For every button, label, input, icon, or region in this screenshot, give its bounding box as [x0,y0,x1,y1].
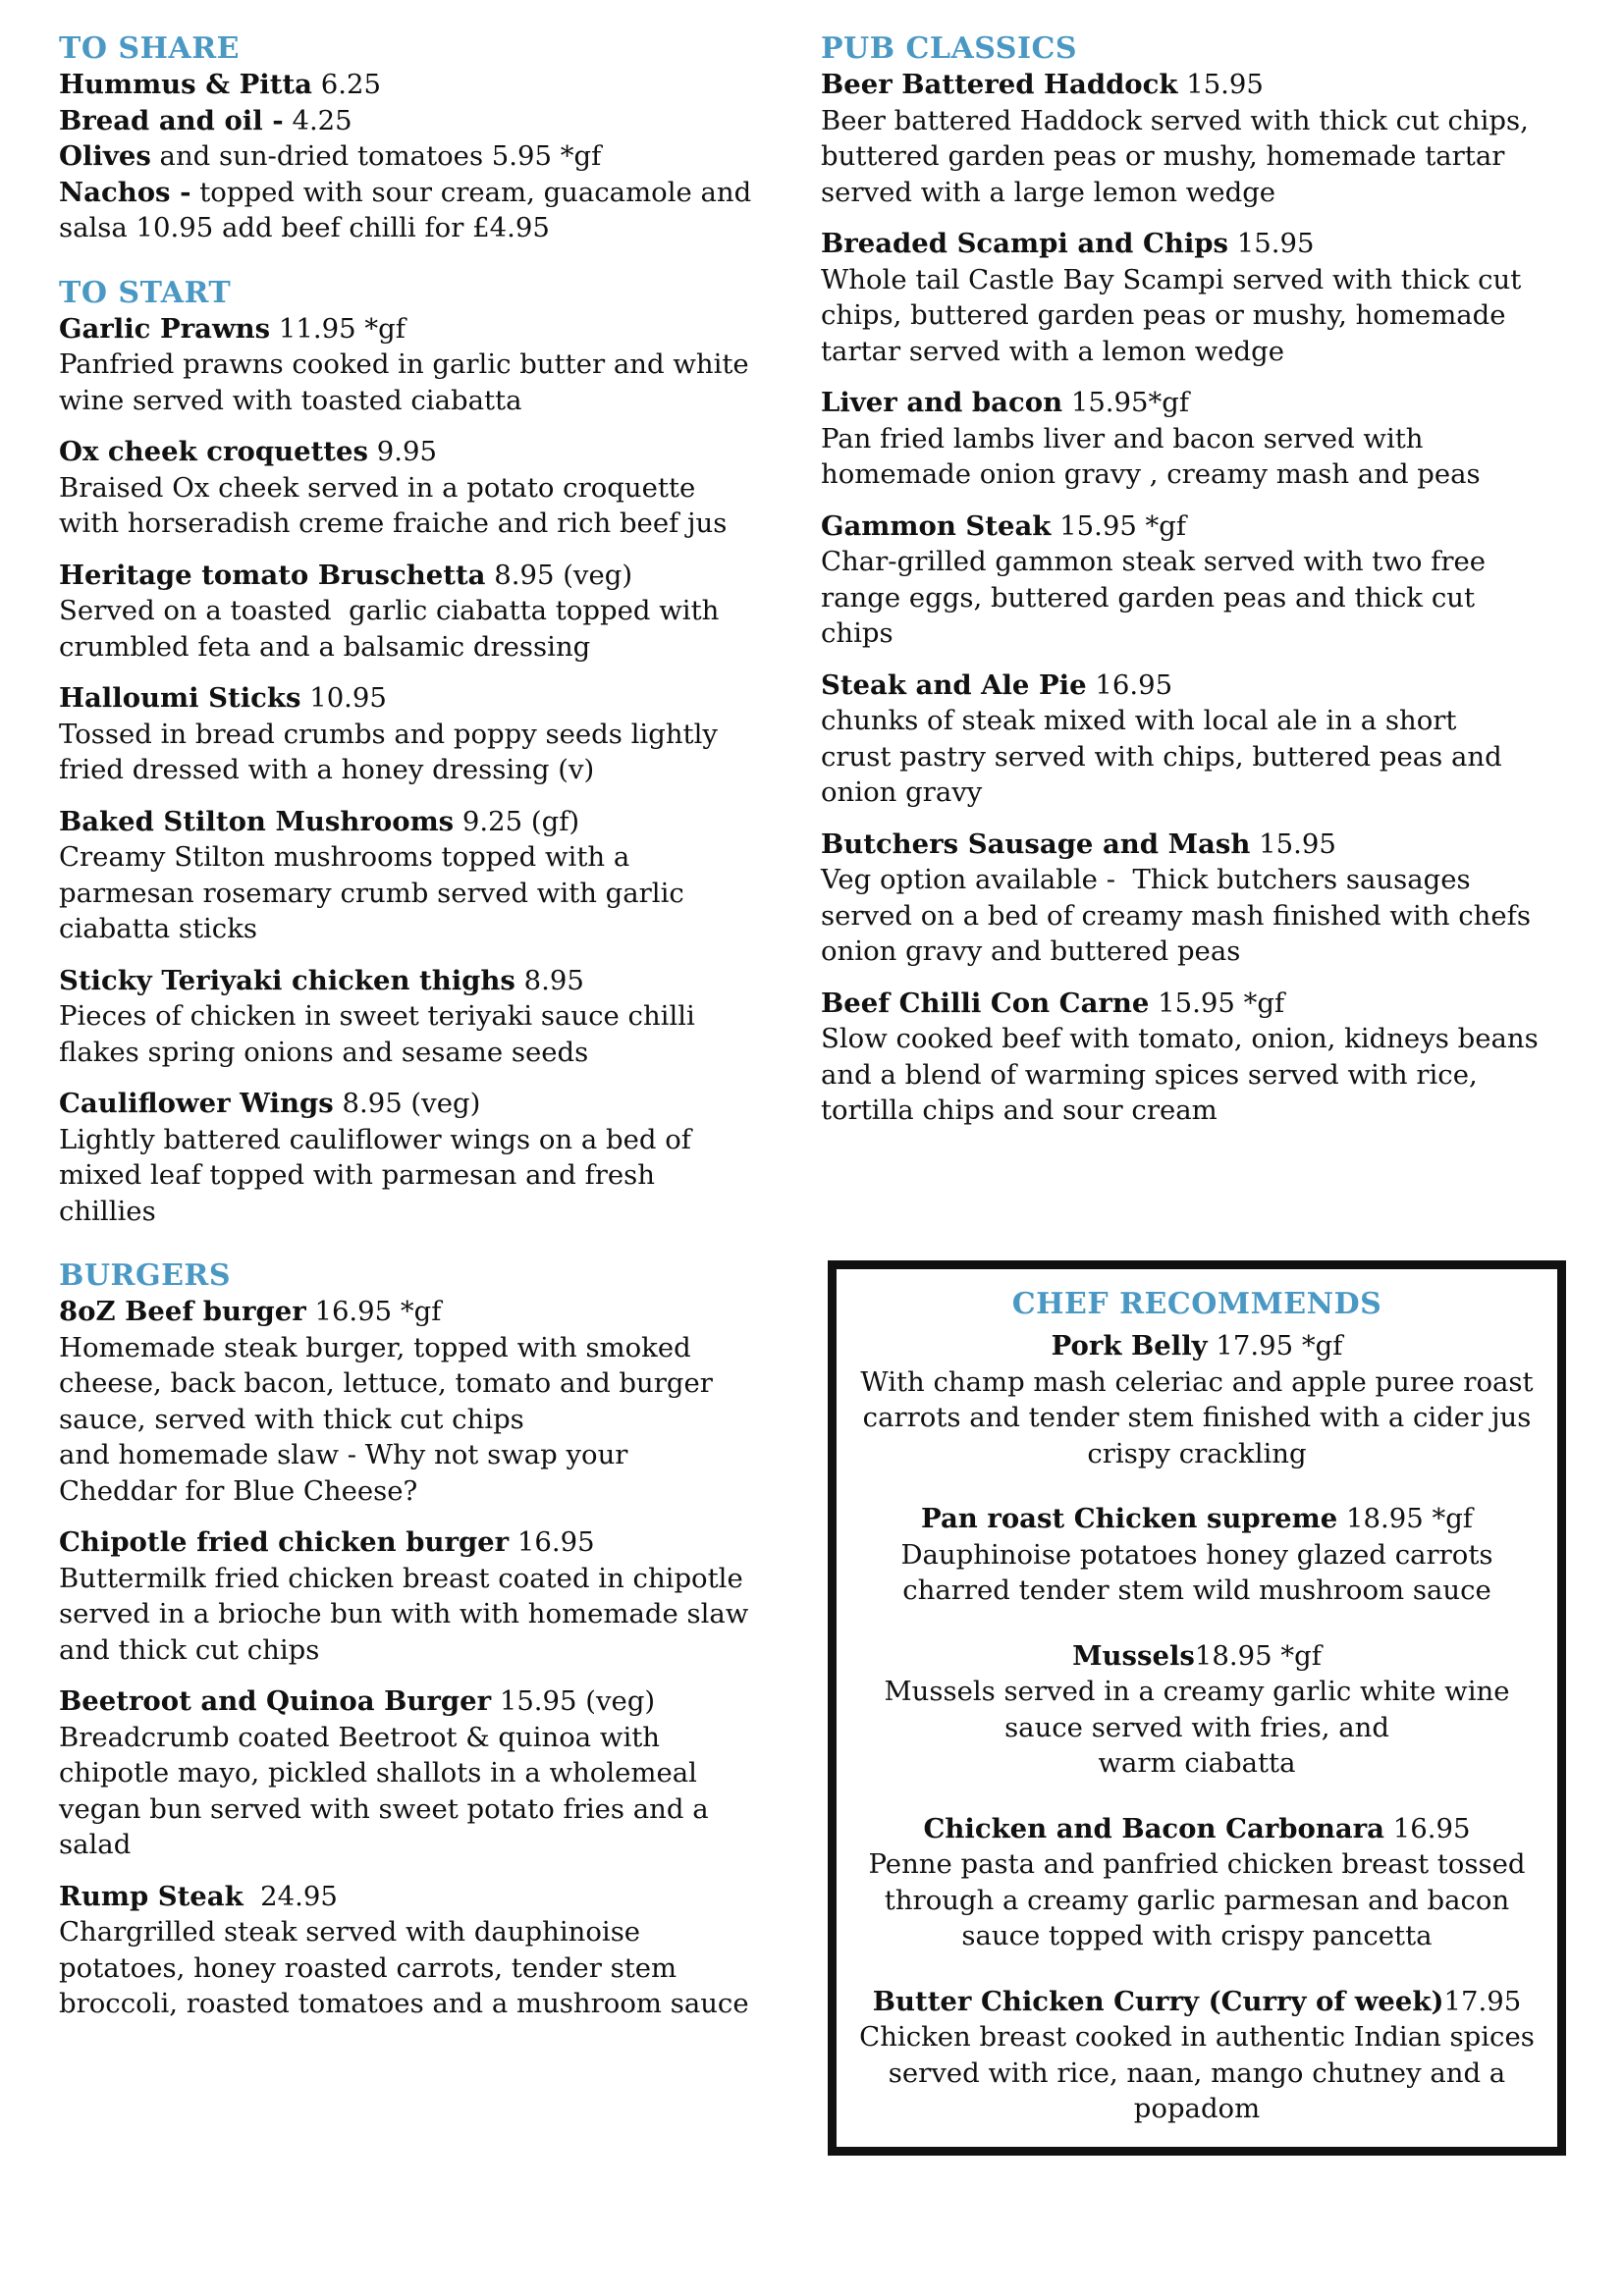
menu-item [821,67,1567,210]
item-desc: onion gravy and buttered peas [821,935,1241,967]
item-desc: carrots and tender stem finished with a cider jus [862,1402,1532,1433]
item-desc: sauce, served with thick cut chips [59,1403,524,1435]
item-price: 16.95 *gf [305,1296,442,1327]
item-desc: Chicken breast cooked in authentic Indian spices [859,2021,1535,2053]
item-name: Chicken and Bacon Carbonara [923,1812,1384,1844]
item-desc: with horseradish creme fraiche and rich beef jus [59,507,728,539]
item-name: Baked Stilton Mushrooms [59,805,455,837]
menu-item [59,1524,785,1668]
item-price: 18.95 *gf [1337,1503,1473,1534]
item-price: 15.95 [1250,828,1336,860]
item-desc: Pieces of chicken in sweet teriyaki sauce chilli [59,1000,695,1032]
menu-item [59,1086,785,1229]
item-desc: range eggs, buttered garden peas and thick cut [821,581,1475,614]
item-price: 8.95 [514,964,584,996]
item-desc: Whole tail Castle Bay Scampi served with thick cut [821,263,1522,295]
item-desc: chunks of steak mixed with local ale in a short [821,705,1457,736]
menu-item [59,558,785,666]
menu-item [850,1328,1543,1471]
item-name: 8oZ Beef burger [59,1296,306,1327]
menu-item [850,1984,1543,2127]
left-column [59,31,785,2052]
menu-item [821,226,1567,369]
item-desc: onion gravy [821,776,983,808]
share-line: Olives and sun-dried tomatoes 5.95 *gf [59,140,602,172]
item-name: Mussels [1072,1639,1195,1672]
item-name: Gammon Steak [821,509,1052,542]
item-desc: potatoes, honey roasted carrots, tender stem [59,1951,677,1984]
item-desc: ciabatta sticks [59,913,257,944]
pub-classics-section [821,31,1567,1129]
item-name: Pork Belly [1051,1330,1208,1362]
to-share-heading: TO SHARE [59,31,240,66]
menu-item [821,508,1567,652]
pub-classics-heading: PUB CLASSICS [821,31,1078,66]
item-price: 16.95 [1086,668,1173,701]
menu-item [850,1638,1543,1782]
menu-item [59,680,785,788]
item-desc: Creamy Stilton mushrooms topped with a [59,841,630,873]
burgers-heading: BURGERS [59,1258,232,1293]
item-desc: buttered garden peas or mushy, homemade tartar [821,140,1505,172]
item-desc: and thick cut chips [59,1633,320,1666]
to-start-section [59,276,785,1230]
item-desc: mixed leaf topped with parmesan and fresh [59,1159,655,1191]
item-name: Beer Battered Haddock [821,69,1178,100]
item-desc: Dauphinoise potatoes honey glazed carrots [900,1538,1493,1571]
item-desc: served with a large lemon wedge [821,176,1276,208]
item-name: Rump Steak [59,1880,244,1912]
menu-item [59,1879,785,2022]
item-price: 9.25 (gf) [454,805,580,837]
item-desc: crispy crackling [1087,1437,1307,1469]
item-desc: Served on a toasted garlic ciabatta topped with [59,595,720,626]
item-name: Ox cheek croquettes [59,436,368,467]
item-desc: sauce topped with crispy pancetta [961,1920,1433,1951]
menu-item [821,385,1567,493]
item-desc: Lightly battered cauliflower wings on a bed of [59,1123,691,1155]
item-name: Pan roast Chicken supreme [921,1503,1338,1534]
item-desc: fried dressed with a honey dressing (v) [59,754,595,785]
item-desc: Penne pasta and panfried chicken breast tossed [868,1848,1526,1880]
item-price: 15.95 (veg) [491,1685,656,1717]
item-price: 15.95 *gf [1051,509,1187,542]
item-desc: wine served with toasted ciabatta [59,384,522,416]
item-price: 16.95 [1383,1812,1471,1844]
item-desc: salad [59,1829,132,1860]
item-price: 9.95 [367,436,437,467]
item-desc: With champ mash celeriac and apple puree roast [860,1365,1534,1398]
menu-item [821,827,1567,970]
item-desc: popadom [1133,2093,1261,2124]
item-desc: flakes spring onions and sesame seeds [59,1036,589,1068]
item-price: 17.95 *gf [1207,1330,1343,1362]
item-desc: parmesan rosemary crumb served with garlic [59,877,684,909]
item-price: 18.95 *gf [1194,1639,1322,1672]
menu-item [59,804,785,947]
menu-item [59,434,785,542]
share-line: Bread and oil - 4.25 [59,104,352,136]
chef-recommends-heading: CHEF RECOMMENDS [1011,1287,1382,1321]
menu-item [59,963,785,1071]
item-name: Beef Chilli Con Carne [821,987,1150,1019]
item-desc: Veg option available - Thick butchers sausages [821,864,1471,895]
item-desc: Slow cooked beef with tomato, onion, kidneys beans [821,1023,1539,1054]
item-desc: tartar served with a lemon wedge [821,335,1285,367]
item-price: 10.95 [300,682,387,714]
item-desc: Pan fried lambs liver and bacon served with [821,422,1424,454]
menu-item [59,1683,785,1863]
item-desc: served in a brioche bun with with homemade slaw [59,1598,749,1629]
item-desc: chips, buttered garden peas or mushy, homemade [821,299,1506,331]
item-price: 15.95 *gf [1149,987,1285,1019]
item-desc: through a creamy garlic parmesan and bacon [884,1884,1510,1916]
menu-item [821,986,1567,1129]
item-price: 24.95 [243,1880,338,1912]
item-desc: Chargrilled steak served with dauphinoise [59,1916,641,1948]
item-desc: Cheddar for Blue Cheese? [59,1474,418,1507]
item-price: 15.95 [1228,228,1315,259]
item-name: Chipotle fried chicken burger [59,1526,510,1558]
menu-item [850,1811,1543,1954]
item-name: Liver and bacon [821,387,1063,418]
item-desc: Breadcrumb coated Beetroot & quinoa with [59,1721,661,1753]
item-name: Halloumi Sticks [59,682,301,714]
item-name: Cauliflower Wings [59,1088,334,1119]
right-column [821,31,1567,1158]
item-desc: served on a bed of creamy mash finished with chefs [821,899,1531,932]
item-desc: Braised Ox cheek served in a potato croquette [59,471,696,504]
item-name: Garlic Prawns [59,312,271,345]
chef-recommends-box [828,1260,1566,2156]
item-desc: chillies [59,1195,156,1227]
item-name: Steak and Ale Pie [821,668,1087,701]
burgers-section [59,1258,785,2022]
item-name: Butchers Sausage and Mash [821,828,1251,860]
share-line: Nachos - topped with sour cream, guacamole and [59,176,752,208]
item-price: 8.95 (veg) [485,559,633,591]
to-share-section [59,31,785,246]
item-desc: Mussels served in a creamy garlic white wine [884,1676,1510,1707]
item-desc: vegan bun served with sweet potato fries and a [59,1792,709,1825]
to-start-heading: TO START [59,275,232,310]
item-desc: sauce served with fries, and [1004,1711,1389,1743]
item-desc: crust pastry served with chips, buttered peas and [821,740,1502,773]
item-price: 15.95*gf [1062,387,1190,418]
menu-item [59,311,785,419]
item-desc: Buttermilk fried chicken breast coated in chipotle [59,1562,743,1594]
item-desc: crumbled feta and a balsamic dressing [59,630,591,663]
item-desc: cheese, back bacon, lettuce, tomato and burger [59,1367,713,1399]
share-line: Hummus & Pitta 6.25 [59,69,381,100]
item-price: 8.95 (veg) [333,1088,481,1119]
item-desc: Char-grilled gammon steak served with two free [821,546,1487,577]
item-desc: homemade onion gravy , creamy mash and peas [821,458,1481,490]
item-desc: Homemade steak burger, topped with smoked [59,1331,691,1363]
item-desc: chipotle mayo, pickled shallots in a wholemeal [59,1757,697,1789]
menu-item [850,1501,1543,1609]
item-name: Breaded Scampi and Chips [821,228,1228,259]
item-name: Heritage tomato Bruschetta [59,559,486,591]
item-desc: warm ciabatta [1098,1747,1296,1779]
item-desc: charred tender stem wild mushroom sauce [902,1575,1491,1606]
item-desc: tortilla chips and sour cream [821,1095,1218,1126]
item-price: 16.95 [509,1526,595,1558]
menu-item [821,667,1567,811]
item-desc: chips [821,617,893,649]
item-desc: served with rice, naan, mango chutney and a [888,2056,1506,2089]
item-name: Sticky Teriyaki chicken thighs [59,964,515,996]
item-desc: and homemade slaw - Why not swap your [59,1439,628,1470]
item-desc: Beer battered Haddock served with thick cut chips, [821,104,1529,136]
item-desc: Tossed in bread crumbs and poppy seeds lightly [59,718,718,750]
share-line: salsa 10.95 add beef chilli for £4.95 [59,212,550,243]
item-price: 11.95 *gf [270,312,406,345]
item-price: 17.95 [1443,1985,1522,2017]
menu-item [59,1294,785,1509]
item-name: Butter Chicken Curry (Curry of week) [872,1985,1444,2017]
item-desc: and a blend of warming spices served with rice, [821,1058,1478,1091]
item-desc: Panfried prawns cooked in garlic butter and white [59,348,749,380]
item-name: Beetroot and Quinoa Burger [59,1685,492,1717]
item-desc: broccoli, roasted tomatoes and a mushroom sauce [59,1988,749,2019]
item-price: 15.95 [1177,69,1264,100]
